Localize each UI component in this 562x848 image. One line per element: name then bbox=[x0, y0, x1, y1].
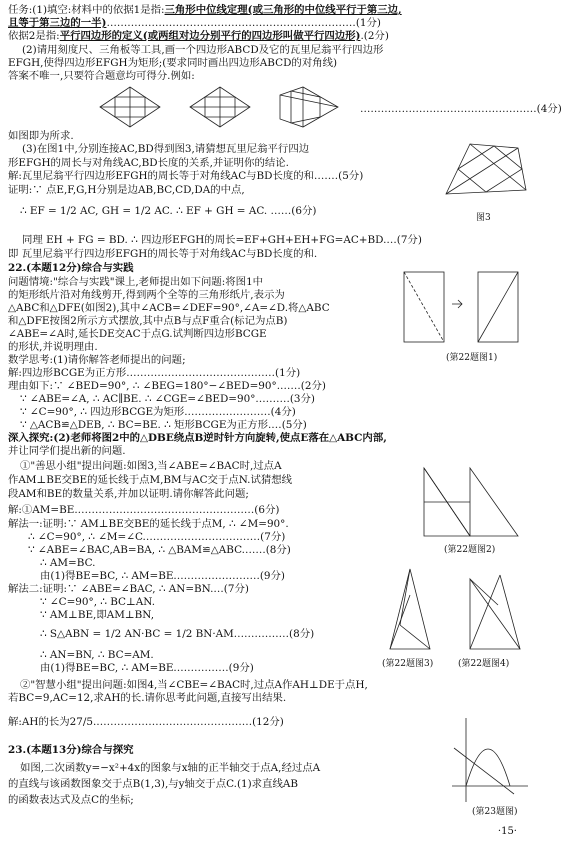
q22-line-b: 的矩形纸片沿对角线剪开,得到两个全等的三角形纸片,表示为 bbox=[8, 289, 285, 301]
q22-line-a: 问题情境:"综合与实践"课上,老师提出如下问题:将图1中 bbox=[8, 276, 264, 288]
proof-line-3: 同理 EH + FG = BD. ∴ 四边形EFGH的周长=EF+GH+EH+FG=AC+BD.…(7分) bbox=[22, 234, 422, 246]
part2-line-2: EFGH,使得四边形EFGH为矩形;(要求同时画出四边形ABCD的对角线) bbox=[8, 57, 338, 69]
page-number: ·15· bbox=[497, 826, 517, 837]
part2-line: (2)请用刻度尺、三角板等工具,画一个四边形ABCD及它的瓦里尼翁平行四边形 bbox=[22, 44, 384, 56]
score-4: ……………………………………………(4分) bbox=[360, 103, 562, 115]
caption-22-4: (第22题图4) bbox=[458, 659, 510, 669]
method1-line-3: ∵ ∠ABE=∠BAC,AB=BA, ∴ △BAM≌△ABC.……(8分) bbox=[28, 544, 291, 556]
group2-line: ②"智慧小组"提出问题:如图4,当∠CBE=∠BAC时,过点A作AH⊥DE于点H, bbox=[20, 679, 368, 691]
sol-1: 解:四边形BCGE为正方形.……………………………………(1分) bbox=[8, 367, 301, 379]
q23-line-c: 的函数表达式及点C的坐标; bbox=[8, 794, 134, 806]
q23-line-a: 如图,二次函数y=−x²+4x的图象与x轴的正半轴交于点A,经过点A bbox=[20, 762, 321, 774]
q22-line-f: 的形状,并说明理由. bbox=[8, 341, 98, 353]
method2-line-4: ∴ S△ABN = 1/2 AN·BC = 1/2 BN·AM.……………(8分) bbox=[40, 628, 315, 640]
method1-line-5: 由(1)得BE=BC, ∴ AM=BE.……………………(9分) bbox=[40, 570, 285, 582]
figure-note: 如图即为所求. bbox=[8, 130, 74, 142]
method2-line-5: ∴ AN=BN, ∴ BC=AM. bbox=[40, 649, 154, 661]
question-22-title: 22.(本题12分)综合与实践 bbox=[8, 262, 134, 274]
group1-line-2: 作AM⊥BE交BE的延长线于点M,BM与AC交于点N.试猜想线 bbox=[8, 474, 293, 486]
explore-line-2: 并让同学们提出新的问题. bbox=[8, 445, 126, 457]
figure-22-1 bbox=[400, 268, 530, 348]
solution-3-line: 解:瓦里尼翁平行四边形EFGH的周长等于对角线AC与BD长度的和.……(5分) bbox=[8, 170, 364, 182]
q22-line-c: △ABC和△DFE(如图2),其中∠ACB=∠DEF=90°,∠A=∠D.将△ABC bbox=[8, 302, 330, 314]
explore-line: 深入探究:(2)老师将图2中的△DBE绕点B逆时针方向旋转,使点E落在△ABC内部, bbox=[8, 432, 387, 444]
q23-line-b: 的直线与该函数图象交于点B(1,3),与y轴交于点C.(1)求直线AB bbox=[8, 778, 298, 790]
proof-line: 证明:∵ 点E,F,G,H分别是边AB,BC,CD,DA的中点, bbox=[8, 184, 245, 196]
q22-line-g: 数学思考:(1)请你解答老师提出的问题; bbox=[8, 354, 186, 366]
figures-22-3-4 bbox=[370, 565, 530, 655]
sol-6: 解:①AM=BE.……………………………………………(6分) bbox=[8, 504, 280, 516]
method2-line-3: ∵ AM⊥BE,即AM⊥BN, bbox=[40, 609, 155, 621]
group1-line-3: 段AM和BE的数量关系,并加以证明.请你解答此问题; bbox=[8, 488, 249, 500]
sol-3: ∵ ∠ABE=∠A, ∴ AC∥BE. ∴ ∠CGE=∠BED=90°.………(3分) bbox=[20, 393, 315, 405]
part3-line-2: 形EFGH的周长与对角线AC,BD长度的关系,并证明你的结论. bbox=[8, 157, 289, 169]
sol-5: ∵ △ACB≌△DEB, ∴ BC=BE. ∴ 矩形BCGE为正方形.…(5分) bbox=[20, 419, 307, 431]
method2-line: 解法二:证明:∵ ∠ABE=∠BAC, ∴ AN=BN.…(7分) bbox=[8, 583, 249, 595]
q22-line-d: 和△DFE按图2所示方式摆放,其中点B与点F重合(标记为点B) bbox=[8, 315, 288, 327]
group2-line-2: 若BC=9,AC=12,求AH的长.请你思考此问题,直接写出结果. bbox=[8, 692, 287, 704]
method1-line-2: ∴ ∠C=90°, ∴ ∠M=∠C.……………………………(7分) bbox=[28, 531, 286, 543]
question-23-title: 23.(本题13分)综合与探究 bbox=[8, 744, 134, 756]
caption-22-2: (第22题图2) bbox=[444, 545, 496, 555]
figure-23 bbox=[448, 714, 530, 804]
example-rectangles-figure bbox=[98, 85, 348, 130]
sol-4: ∵ ∠C=90°, ∴ 四边形BCGE为矩形.……………………(4分) bbox=[20, 406, 296, 418]
method2-line-2: ∵ ∠C=90°, ∴ BC⊥AN. bbox=[40, 596, 155, 608]
figure-22-2 bbox=[418, 462, 528, 542]
conclusion-line: 即 瓦里尼翁平行四边形EFGH的周长等于对角线AC与BD长度的和. bbox=[8, 248, 318, 260]
sol-7: 解:AH的长为27/5.………………………………………(12分) bbox=[8, 716, 284, 728]
caption-22-3: (第22题图3) bbox=[382, 659, 434, 669]
caption-23: (第23题图) bbox=[472, 807, 518, 817]
proof-line-2: ∴ EF = 1/2 AC, GH = 1/2 AC. ∴ EF + GH = AC. ……(6分) bbox=[20, 205, 317, 217]
answer-example-line: 答案不唯一,只要符合题意均可得分.例如: bbox=[8, 70, 195, 82]
q22-line-e: ∠ABE=∠A时,延长DE交AC于点G.试判断四边形BCGE bbox=[8, 328, 267, 340]
task-fill-line: 任务:(1)填空:材料中的依据1是指:三角形中位线定理(或三角形的中位线平行于第三边, bbox=[8, 4, 402, 16]
part3-line: (3)在图1中,分别连接AC,BD得到图3,请猜想瓦里尼翁平行四边 bbox=[22, 143, 310, 155]
method2-line-6: 由(1)得BE=BC, ∴ AM=BE.……………(9分) bbox=[40, 662, 254, 674]
basis-2-line: 依据2是指:平行四边形的定义(或两组对边分别平行的四边形叫做平行四边形).(2分) bbox=[8, 30, 389, 42]
caption-fig3: 图3 bbox=[476, 213, 491, 223]
method1-line: 解法一:证明:∵ AM⊥BE交BE的延长线于点M, ∴ ∠M=90°. bbox=[8, 518, 289, 530]
method1-line-4: ∴ AM=BC. bbox=[40, 557, 96, 569]
sol-2: 理由如下:∵ ∠BED=90°, ∴ ∠BEG=180°−∠BED=90°.……(2分) bbox=[8, 380, 326, 392]
task-fill-line-2: 且等于第三边的一半)………………………………………………………………(1分) bbox=[8, 17, 381, 29]
figure-3 bbox=[440, 140, 532, 210]
caption-22-1: (第22题图1) bbox=[446, 353, 498, 363]
group1-line: ①"善思小组"提出问题:如图3,当∠ABE=∠BAC时,过点A bbox=[20, 460, 282, 472]
